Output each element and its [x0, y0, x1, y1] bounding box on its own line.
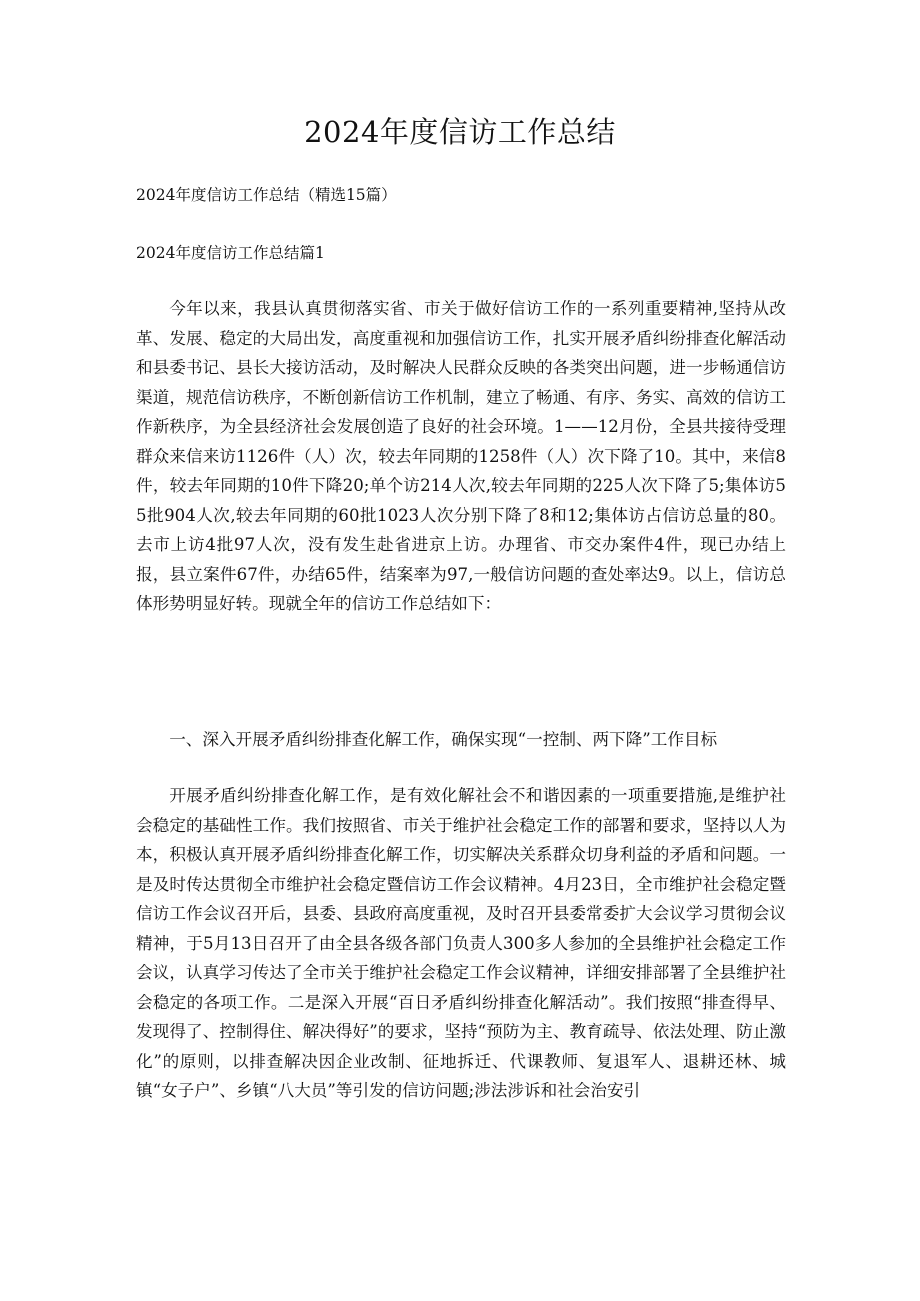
- document-subtitle: 2024年度信访工作总结（精选15篇）: [136, 186, 397, 204]
- body-paragraph: 开展矛盾纠纷排查化解工作，是有效化解社会不和谐因素的一项重要措施,是维护社会稳定的基础性工作。我们按照省、市关于维护社会稳定工作的部署和要求，坚持以人为本，积极认真开展矛盾纠纷排查化解工作，切实解决关系群众切身利益的矛盾和问题。一是及时传达贯彻全市维护社会稳定暨信访工作会议精神。4月23日，全市维护社会稳定暨信访工作会议召开后，县委、县政府高度重视，及时召开县委常委扩大会议学习贯彻会议精神，于5月13日召开了由全县各级各部门负责人300多人参加的全县维护社会稳定工作会议，认真学习传达了全市关于维护社会稳定工作会议精神，详细安排部署了全县维护社会稳定的各项工作。二是深入开展“百日矛盾纠纷排查化解活动”。我们按照“排查得早、发现得了、控制得住、解决得好”的要求，坚持“预防为主、教育疏导、依法处理、防止激化”的原则，以排查解决因企业改制、征地拆迁、代课教师、复退军人、退耕还林、城镇“女子户”、乡镇“八大员”等引发的信访问题;涉法涉诉和社会治安引: [136, 786, 786, 1100]
- section-title: 2024年度信访工作总结篇1: [136, 244, 325, 262]
- body-paragraph: 今年以来，我县认真贯彻落实省、市关于做好信访工作的一系列重要精神,坚持从改革、发展、稳定的大局出发，高度重视和加强信访工作，扎实开展矛盾纠纷排查化解活动和县委书记、县长大接访活动，及时解决人民群众反映的各类突出问题，进一步畅通信访渠道，规范信访秩序，不断创新信访工作机制，建立了畅通、有序、务实、高效的信访工作新秩序，为全县经济社会发展创造了良好的社会环境。1——12月份，全县共接待受理群众来信来访1126件（人）次，较去年同期的1258件（人）次下降了10。其中，来信8件，较去年同期的10件下降20;单个访214人次,较去年同期的225人次下降了5;集体访55批904人次,较去年同期的60批1023人次分别下降了8和12;集体访占信访总量的80。去市上访4批97人次，没有发生赴省进京上访。办理省、市交办案件4件，现已办结上报，县立案件67件，办结65件，结案率为97,一般信访问题的查处率达9。以上，信访总体形势明显好转。现就全年的信访工作总结如下：: [136, 299, 786, 613]
- section-heading: 一、深入开展矛盾纠纷排查化解工作，确保实现“一控制、两下降”工作目标: [169, 730, 718, 749]
- document-title: 2024年度信访工作总结: [304, 115, 616, 149]
